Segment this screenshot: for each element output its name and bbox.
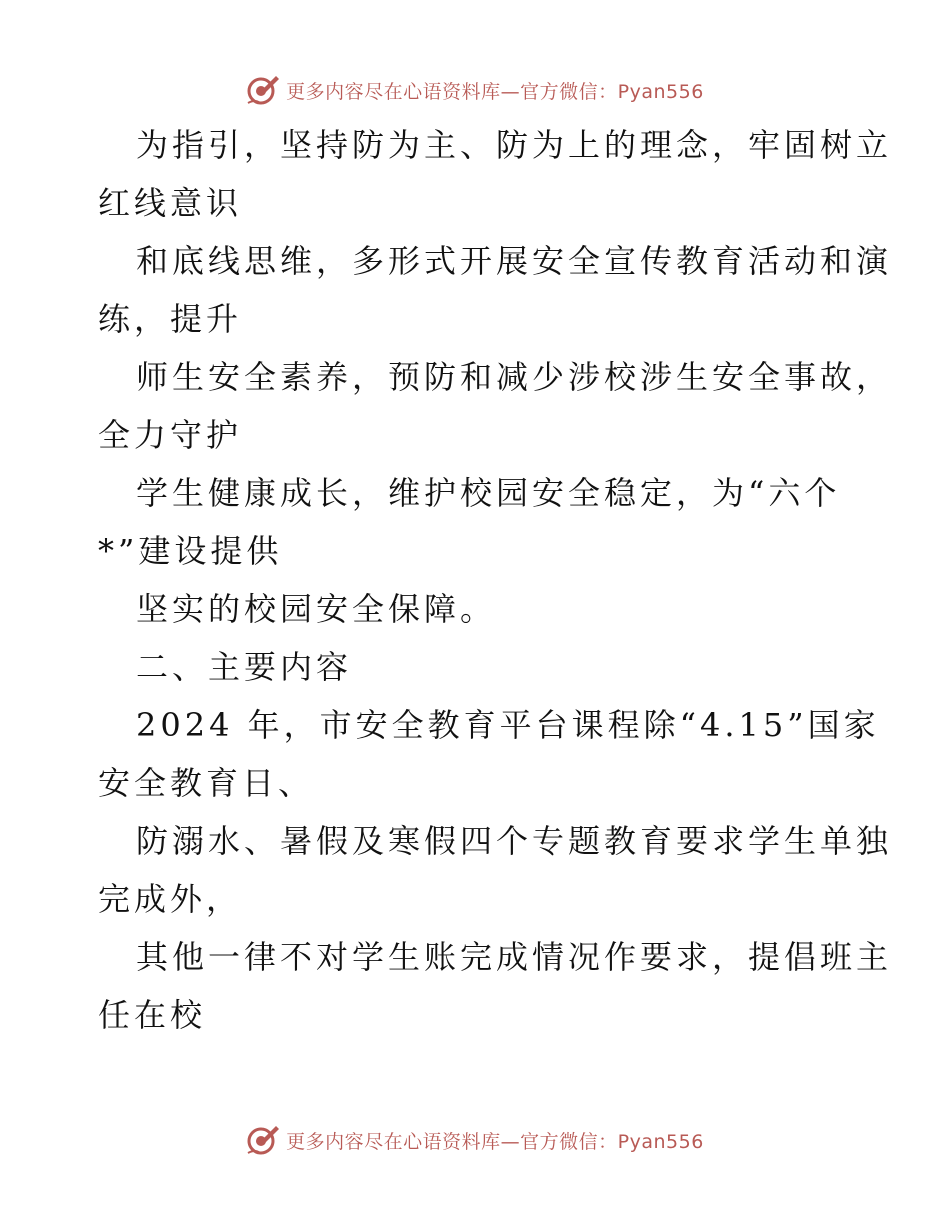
body-line: 安全教育日、 bbox=[98, 764, 315, 802]
body-line: 为指引，坚持防为主、防为上的理念，牢固树立 bbox=[136, 126, 893, 164]
body-line: 其他一律不对学生账完成情况作要求，提倡班主 bbox=[136, 938, 893, 976]
body-line: *”建设提供 bbox=[98, 532, 283, 570]
pen-logo-icon bbox=[246, 1123, 280, 1157]
pen-logo-icon bbox=[246, 73, 280, 107]
body-line: 坚实的校园安全保障。 bbox=[136, 590, 497, 628]
body-line: 师生安全素养，预防和减少涉校涉生安全事故， bbox=[136, 358, 893, 396]
footer-banner-text: 更多内容尽在心语资料库—官方微信：Pyan556 bbox=[286, 1130, 704, 1153]
header-banner-text: 更多内容尽在心语资料库—官方微信：Pyan556 bbox=[286, 80, 704, 103]
body-line: 全力守护 bbox=[98, 416, 243, 454]
footer-banner bbox=[0, 1120, 950, 1160]
body-line: 红线意识 bbox=[98, 184, 243, 222]
body-line: 任在校 bbox=[98, 996, 207, 1034]
body-line: 防溺水、暑假及寒假四个专题教育要求学生单独 bbox=[136, 822, 893, 860]
header-banner bbox=[0, 70, 950, 110]
body-line: 完成外， bbox=[98, 880, 243, 918]
document-body bbox=[98, 116, 893, 1044]
body-line: 和底线思维，多形式开展安全宣传教育活动和演 bbox=[136, 242, 893, 280]
body-line: 学生健康成长，维护校园安全稳定，为“六个 bbox=[136, 474, 841, 512]
body-line: 练，提升 bbox=[98, 300, 243, 338]
body-line: 二、主要内容 bbox=[136, 648, 353, 686]
body-line: 2024 年，市安全教育平台课程除“4.15”国家 bbox=[136, 706, 880, 744]
